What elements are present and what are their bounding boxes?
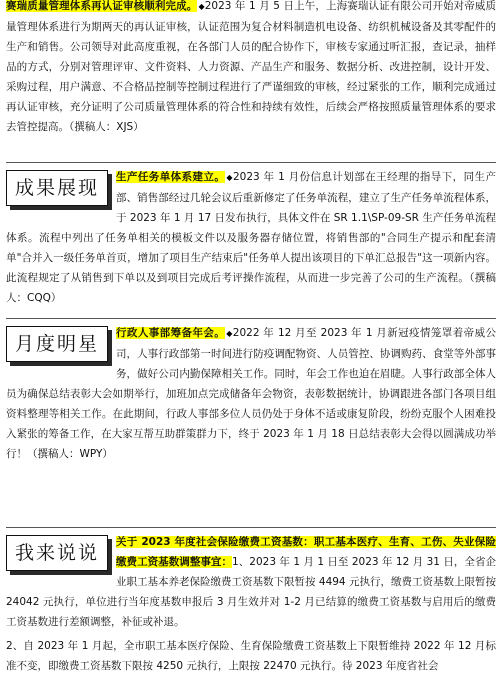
headline: 赛瑞质量管理体系再认证审核顺利完成。 bbox=[6, 0, 198, 12]
headline: 生产任务单体系建立。 bbox=[116, 171, 226, 183]
news-item-annual-meeting bbox=[6, 323, 496, 464]
news-item-certification bbox=[6, 0, 496, 137]
editor-note: （撰稿人：CQQ） bbox=[6, 272, 497, 304]
body-text: 1、2023 年 1 月 1 日至 2023 年 12 月 31 日，全省企业职工基本养老保险缴费工资基数下限暂按 4494 元执行，缴费工资基数上限暂按 24042 元执行，单位进行当年度基数申报后 3 月生效并对 1-2 月已结算的缴费工资基数与启用后的缴费工资基数进行差额调整，补征或补退。 bbox=[6, 556, 497, 628]
headline: 关于 2023 年度社会保险缴费工资基数：职工基本医疗、生育、工伤、失业保险缴费工资基数调整事宜： bbox=[116, 536, 496, 568]
body-text-2: 2、自 2023 年 1 月起，全市职工基本医疗保险、生育保险缴费工资基数上下限暂维持 2022 年 12 月标准不变，即缴费工资基数下限按 4250 元执行，上限按 22470 元执行。待 2023 年度省社会 bbox=[6, 640, 496, 672]
bullet-icon: ◆ bbox=[226, 329, 233, 338]
bullet-icon: ◆ bbox=[226, 173, 233, 182]
divider bbox=[6, 162, 496, 163]
news-item-task-order bbox=[6, 167, 496, 308]
section-tag-achievements: 成果展现 bbox=[6, 170, 108, 206]
headline: 行政人事部筹备年会。 bbox=[116, 327, 226, 339]
editor-note: （撰稿人：WPY） bbox=[27, 448, 113, 460]
divider bbox=[6, 318, 496, 319]
body-text: 2023 年 1 月份信息计划部在王经理的指导下，同生产部、销售部经过几轮会议后重新修定了任务单流程，建立了生产任务单流程体系，于 2023 年 1 月 17 日发布执行，具体文件在 SR 1.1\SP-09-SR 生产任务单流程体系。流程中列出了任务单相关的模板文件以及服务器存储位置，将销售部的"合同生产提示和配套清单"合并入一级任务单首页，增加了项目生产结束后"任务单人提出该项目的下单汇总报告"这一项新内容。此流程规定了从销售到下单以及到项目完成后考评操作流程，从而进一步完善了公司的生产流程。 bbox=[6, 171, 496, 284]
body-text: 2022 年 12 月至 2023 年 1 月新冠疫情笼罩着帝威公司，人事行政部第一时间进行防疫调配物资、人员管控、协调购药、食堂等外部事务，做好公司内勤保障相关工作。同时，年会工作也迫在眉睫。人事行政部全体人员为确保总结表彰大会如期举行，加班加点完成储备年会物资，表彰数据统计，协调跟进各部门各项目组资料整理等相关工作。在此期间，行政人事部多位人员仍处于身体不适或康复阶段，纷纷克服个人困难投入紧张的筹备工作，在大家互帮互助群策群力下，终于 2023 年 1 月 18 日总结表彰大会得以圆满成功举行！ bbox=[6, 327, 496, 460]
divider bbox=[6, 527, 496, 528]
editor-note: （撰稿人：XJS） bbox=[69, 121, 144, 133]
body-text: 2023 年 1 月 5 日上午，上海赛瑞认证有限公司开始对帝威质量管理体系进行为期两天的再认证审核，认证范围为复合材料制造机电设备、纺织机械设备及其零配件的生产和销售。公司领导对此高度重视，在各部门人员的配合协作下，审核专家通过听汇报，查记录，抽样品的方式，分别对管理评审、文件资料、人力资源、产品生产和服务、数据分析、改进控制，设计开发、采购过程，用户满意、不合格品控制等控制过程进行了严谨细致的审核，经过紧张的工作，顺利完成通过再认证审核，充分证明了公司质量管理体系的符合性和持续有效性，后续会严格按照质量管理体系的要求去管控提高。 bbox=[6, 0, 497, 133]
section-tag-my-say: 我来说说 bbox=[6, 535, 108, 571]
bullet-icon: ◆ bbox=[198, 2, 205, 11]
news-item-social-insurance bbox=[6, 532, 496, 676]
section-tag-monthly-star: 月度明星 bbox=[6, 326, 108, 362]
